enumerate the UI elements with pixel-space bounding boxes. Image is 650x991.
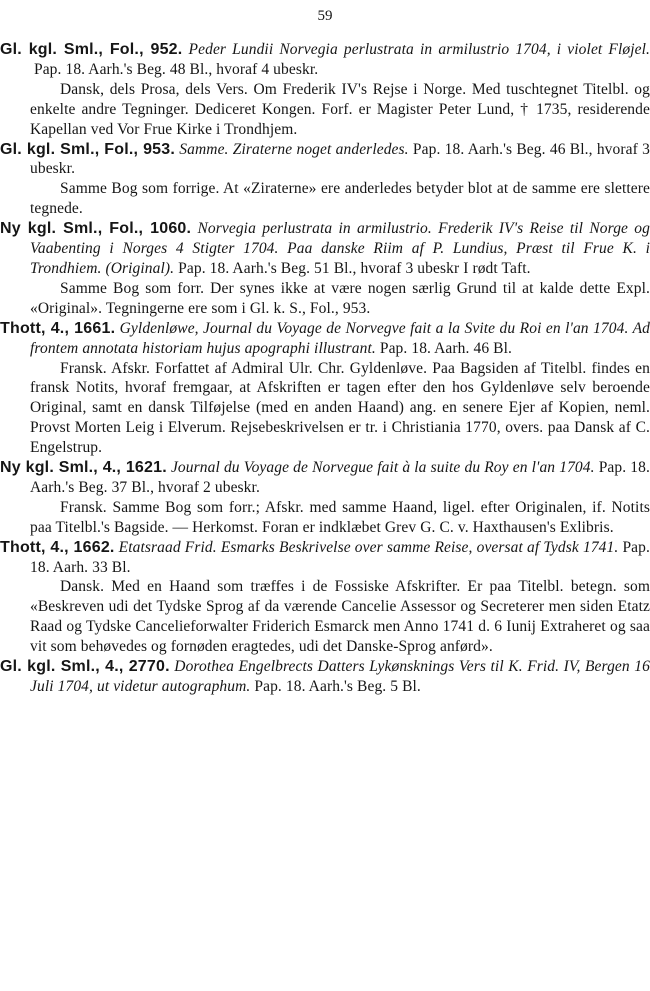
- entry-physical-description: Pap. 18. Aarh. 46 Bl.: [379, 339, 512, 357]
- shelfmark: Ny kgl. Sml., 4., 1621.: [0, 459, 167, 477]
- entry-physical-description: Pap. 18. Aarh.'s Beg. 46 Bl., hvoraf 3 ubeskr.: [30, 140, 650, 178]
- entry-physical-description: Pap. 18. Aarh. 33 Bl.: [30, 538, 650, 576]
- shelfmark: Gl. kgl. Sml., Fol., 952.: [0, 41, 183, 58]
- entry-heading: [0, 319, 650, 359]
- entry-list: [0, 40, 650, 697]
- entry-note: Dansk, dels Prosa, dels Vers. Om Frederik IV's Rejse i Norge. Med tuschtegnet Titelbl. og enkelte andre Tegninger. Dediceret Kongen. Forf. er Magister Peter Lund, † 1735, residerende Kapellan ved Vor Frue Kirke i Trondhjem.: [30, 80, 650, 138]
- entry-note: Fransk. Afskr. Forfattet af Admiral Ulr. Chr. Gyldenløve. Paa Bagsiden af Titelbl. findes en fransk Notits, hvoraf fremgaar, at Afskriften er tagen efter den hos Gyldenløve selv beroende Original, samt en dansk Tilføjelse (med en anden Haand) ang. en senere Ejer af Kopien, neml. Provst Morten Leig i Elverum. Rejsebeskrivelsen er tr. i Christiania 1770, overs. paa Dansk af C. Engelstrup.: [30, 359, 650, 457]
- entry-physical-description: Pap. 18. Aarh.'s Beg. 48 Bl., hvoraf 4 ubeskr.: [33, 60, 319, 78]
- entry-heading: [0, 140, 650, 180]
- entry-note: Fransk. Samme Bog som forr.; Afskr. med samme Haand, ligel. efter Originalen, if. Notits paa Titelbl.'s Bagside. — Herkomst. Foran er indklæbet Grev G. C. v. Haxthausen's Exlibris.: [30, 498, 650, 536]
- entry-gks-4-2770: [0, 657, 650, 697]
- entry-physical-description: Pap. 18. Aarh.'s Beg. 51 Bl., hvoraf 3 ubeskr I rødt Taft.: [178, 259, 531, 277]
- shelfmark: Thott, 4., 1661.: [0, 319, 116, 337]
- page-number: 59: [317, 8, 333, 24]
- entry-physical-description: Pap. 18. Aarh.'s Beg. 5 Bl.: [254, 678, 421, 695]
- entry-title: Journal du Voyage de Norvegue fait à la suite du Roy en l'an 1704.: [170, 459, 595, 477]
- entry-thott-4-1661: [0, 319, 650, 458]
- entry-heading: [0, 40, 650, 80]
- entry-heading: [0, 657, 650, 697]
- entry-physical-description: Pap. 18. Aarh.'s Beg. 37 Bl., hvoraf 2 ubeskr.: [30, 459, 650, 496]
- entry-note: Samme Bog som forrige. At «Ziraterne» ere anderledes betyder blot at de samme ere slettere tegnede.: [30, 180, 650, 218]
- entry-heading: [0, 458, 650, 498]
- entry-thott-4-1662: [0, 538, 650, 657]
- entry-title: Etatsraad Frid. Esmarks Beskrivelse over samme Reise, oversat af Tydsk 1741.: [118, 538, 619, 556]
- shelfmark: Ny kgl. Sml., Fol., 1060.: [0, 220, 192, 238]
- entry-title: Norvegia perlustrata in armilustrio. Frederik IV's Reise til Norge og Vaabenting i Norges 4 Stigter 1704. Paa danske Riim af P. Lundius, Præst til Frue K. i Trondhiem. (Original).: [30, 220, 650, 277]
- entry-title: Dorothea Engelbrects Datters Lykønsknings Vers til K. Frid. IV, Bergen 16 Juli 1704, ut videtur autographum.: [30, 658, 650, 695]
- shelfmark: Gl. kgl. Sml., 4., 2770.: [0, 658, 170, 676]
- entry-note: Dansk. Med en Haand som træffes i de Fossiske Afskrifter. Er paa Titelbl. betegn. som «Beskreven udi det Tydske Sprog af da værende Cancelie Assessor og Secreterer men siden Etatz Raad og Tydske Cancelieforwalter Friderich Esmarck men Anno 1741 d. 6 Iunij Extraheret og saa vit som behøvedes og fornøden eragtedes, udi det Danske-Sprog anførd».: [30, 578, 650, 656]
- entry-heading: [0, 219, 650, 279]
- entry-title: Gyldenløwe, Journal du Voyage de Norvegve fait a la Svite du Roi en l'an 1704. Ad frontem annotata historiam hujus apographi illustrant.: [30, 319, 650, 357]
- entry-nks-4-1621: [0, 458, 650, 538]
- shelfmark: Thott, 4., 1662.: [0, 538, 115, 556]
- shelfmark: Gl. kgl. Sml., Fol., 953.: [0, 140, 176, 158]
- entry-title: Samme. Ziraterne noget anderledes.: [179, 140, 409, 158]
- entry-note: Samme Bog som forr. Der synes ikke at være nogen særlig Grund til at kalde dette Expl. «Original». Tegningerne ere som i Gl. k. S., Fol., 953.: [30, 279, 650, 317]
- entry-gks-fol-953: [0, 140, 650, 220]
- entry-nks-fol-1060: [0, 219, 650, 319]
- entry-title: Peder Lundii Norvegia perlustrata in armilustrio 1704, i violet Fløjel.: [188, 41, 650, 58]
- entry-heading: [0, 538, 650, 578]
- entry-gks-fol-952: [0, 40, 650, 140]
